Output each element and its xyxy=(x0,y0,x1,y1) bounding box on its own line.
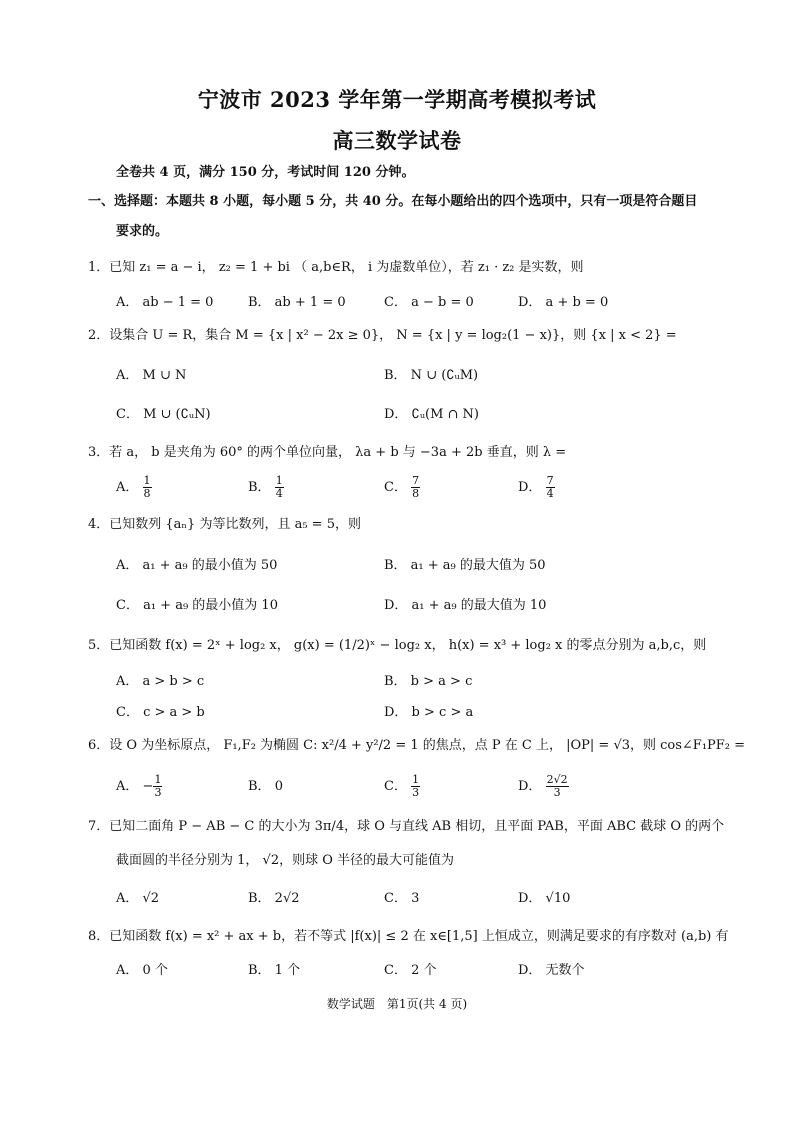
option-label: D． xyxy=(518,779,542,794)
question-8-option-b: B． 1 个 xyxy=(248,963,301,978)
question-8-option-a: A． 0 个 xyxy=(116,963,168,978)
denominator: 3 xyxy=(553,786,561,799)
option-label: C． xyxy=(384,779,407,794)
option-label: B． xyxy=(248,779,271,794)
exam-subtitle: 高三数学试卷 xyxy=(332,128,462,153)
question-2-option-d: D． ∁ᵤ(M ∩ N) xyxy=(384,407,479,422)
question-5-option-d: D． b > c > a xyxy=(384,705,474,720)
question-4-option-b: B． a₁ + a₉ 的最大值为 50 xyxy=(384,558,546,573)
question-7-option-a: A． √2 xyxy=(116,891,160,906)
question-3-stem: 3．若 a， b 是夹角为 60° 的两个单位向量， λa + b 与 −3a + 2b 垂直，则 λ = xyxy=(88,445,567,460)
fraction xyxy=(275,475,284,500)
question-1-option-d: D． a + b = 0 xyxy=(518,295,609,310)
question-8-option-d: D． 无数个 xyxy=(518,963,585,978)
question-6-option-c xyxy=(384,774,420,799)
question-5-option-b: B． b > a > c xyxy=(384,674,473,689)
question-4-option-c: C． a₁ + a₉ 的最小值为 10 xyxy=(116,598,278,613)
denominator: 4 xyxy=(546,487,554,500)
fraction xyxy=(546,475,555,500)
question-1-stem: 1．已知 z₁ = a − i， z₂ = 1 + bi （ a,b∈R， i 为虚数单位），若 z₁ · z₂ 是实数，则 xyxy=(88,260,584,275)
numerator: 2√2 xyxy=(546,773,568,786)
denominator: 3 xyxy=(154,786,162,799)
question-3-option-c xyxy=(384,475,420,500)
minus-sign: − xyxy=(142,779,154,794)
exam-intro: 全卷共 4 页，满分 150 分，考试时间 120 分钟。 xyxy=(116,165,415,180)
question-2-option-c: C． M ∪ (∁ᵤN) xyxy=(116,407,211,422)
option-label: C． xyxy=(384,480,407,495)
denominator: 4 xyxy=(275,487,283,500)
question-6-option-b xyxy=(248,778,283,796)
question-5-option-a: A． a > b > c xyxy=(116,674,205,689)
option-value: 0 xyxy=(274,779,283,794)
question-4-stem: 4．已知数列 {aₙ} 为等比数列，且 a₅ = 5，则 xyxy=(88,517,361,532)
question-7-stem-line1: 7．已知二面角 P − AB − C 的大小为 3π/4，球 O 与直线 AB 相切，且平面 PAB，平面 ABC 截球 O 的两个 xyxy=(88,819,725,834)
numerator: 1 xyxy=(143,474,151,487)
question-2-option-a: A． M ∪ N xyxy=(116,368,187,383)
option-label: A． xyxy=(116,779,139,794)
question-6-option-d xyxy=(518,774,569,799)
question-1-option-b: B． ab + 1 = 0 xyxy=(248,295,346,310)
question-7-stem-line2: 截面圆的半径分别为 1， √2，则球 O 半径的最大可能值为 xyxy=(116,853,455,868)
denominator: 8 xyxy=(412,487,420,500)
option-label: B． xyxy=(248,480,271,495)
option-label: A． xyxy=(116,480,139,495)
fraction xyxy=(153,774,162,799)
question-7-option-c: C． 3 xyxy=(384,891,420,906)
question-1-option-a: A． ab − 1 = 0 xyxy=(116,295,214,310)
question-5-stem: 5．已知函数 f(x) = 2ˣ + log₂ x， g(x) = (1/2)ˣ − log₂ x， h(x) = x³ + log₂ x 的零点分别为 a,b,c，则 xyxy=(88,638,707,653)
denominator: 8 xyxy=(143,487,151,500)
numerator: 1 xyxy=(154,773,162,786)
question-7-option-b: B． 2√2 xyxy=(248,891,300,906)
section-heading-line2: 要求的。 xyxy=(116,224,169,239)
fraction xyxy=(143,475,152,500)
section-heading-line1: 一、选择题：本题共 8 小题，每小题 5 分，共 40 分。在每小题给出的四个选项中，只有一项是符合题目 xyxy=(88,194,698,209)
denominator: 3 xyxy=(412,786,420,799)
numerator: 7 xyxy=(412,474,420,487)
fraction xyxy=(411,475,420,500)
question-8-option-c: C． 2 个 xyxy=(384,963,437,978)
question-2-option-b: B． N ∪ (∁ᵤM) xyxy=(384,368,479,383)
option-label: D． xyxy=(518,480,542,495)
question-3-option-b xyxy=(248,475,284,500)
question-7-option-d: D． √10 xyxy=(518,891,571,906)
question-8-stem: 8．已知函数 f(x) = x² + ax + b，若不等式 |f(x)| ≤ 2 在 x∈[1,5] 上恒成立，则满足要求的有序数对 (a,b) 有 xyxy=(88,929,729,944)
fraction xyxy=(411,774,420,799)
exam-title: 宁波市 2023 学年第一学期高考模拟考试 xyxy=(197,87,597,112)
numerator: 1 xyxy=(275,474,283,487)
question-4-option-d: D． a₁ + a₉ 的最大值为 10 xyxy=(384,598,547,613)
question-1-option-c: C． a − b = 0 xyxy=(384,295,474,310)
question-4-option-a: A． a₁ + a₉ 的最小值为 50 xyxy=(116,558,278,573)
question-6-stem: 6．设 O 为坐标原点， F₁,F₂ 为椭圆 C: x²/4 + y²/2 = 1 的焦点，点 P 在 C 上， |OP| = √3，则 cos∠F₁PF₂ = xyxy=(88,738,746,753)
numerator: 1 xyxy=(412,773,420,786)
question-2-stem: 2．设集合 U = R，集合 M = {x | x² − 2x ≥ 0}， N = {x | y = log₂(1 − x)}，则 {x | x < 2} = xyxy=(88,328,677,343)
question-5-option-c: C． c > a > b xyxy=(116,705,205,720)
question-6-option-a xyxy=(116,774,162,799)
question-3-option-a xyxy=(116,475,152,500)
question-3-option-d xyxy=(518,475,555,500)
page-footer: 数学试题 第1页(共 4 页) xyxy=(326,997,468,1011)
numerator: 7 xyxy=(546,474,554,487)
fraction xyxy=(546,774,569,799)
